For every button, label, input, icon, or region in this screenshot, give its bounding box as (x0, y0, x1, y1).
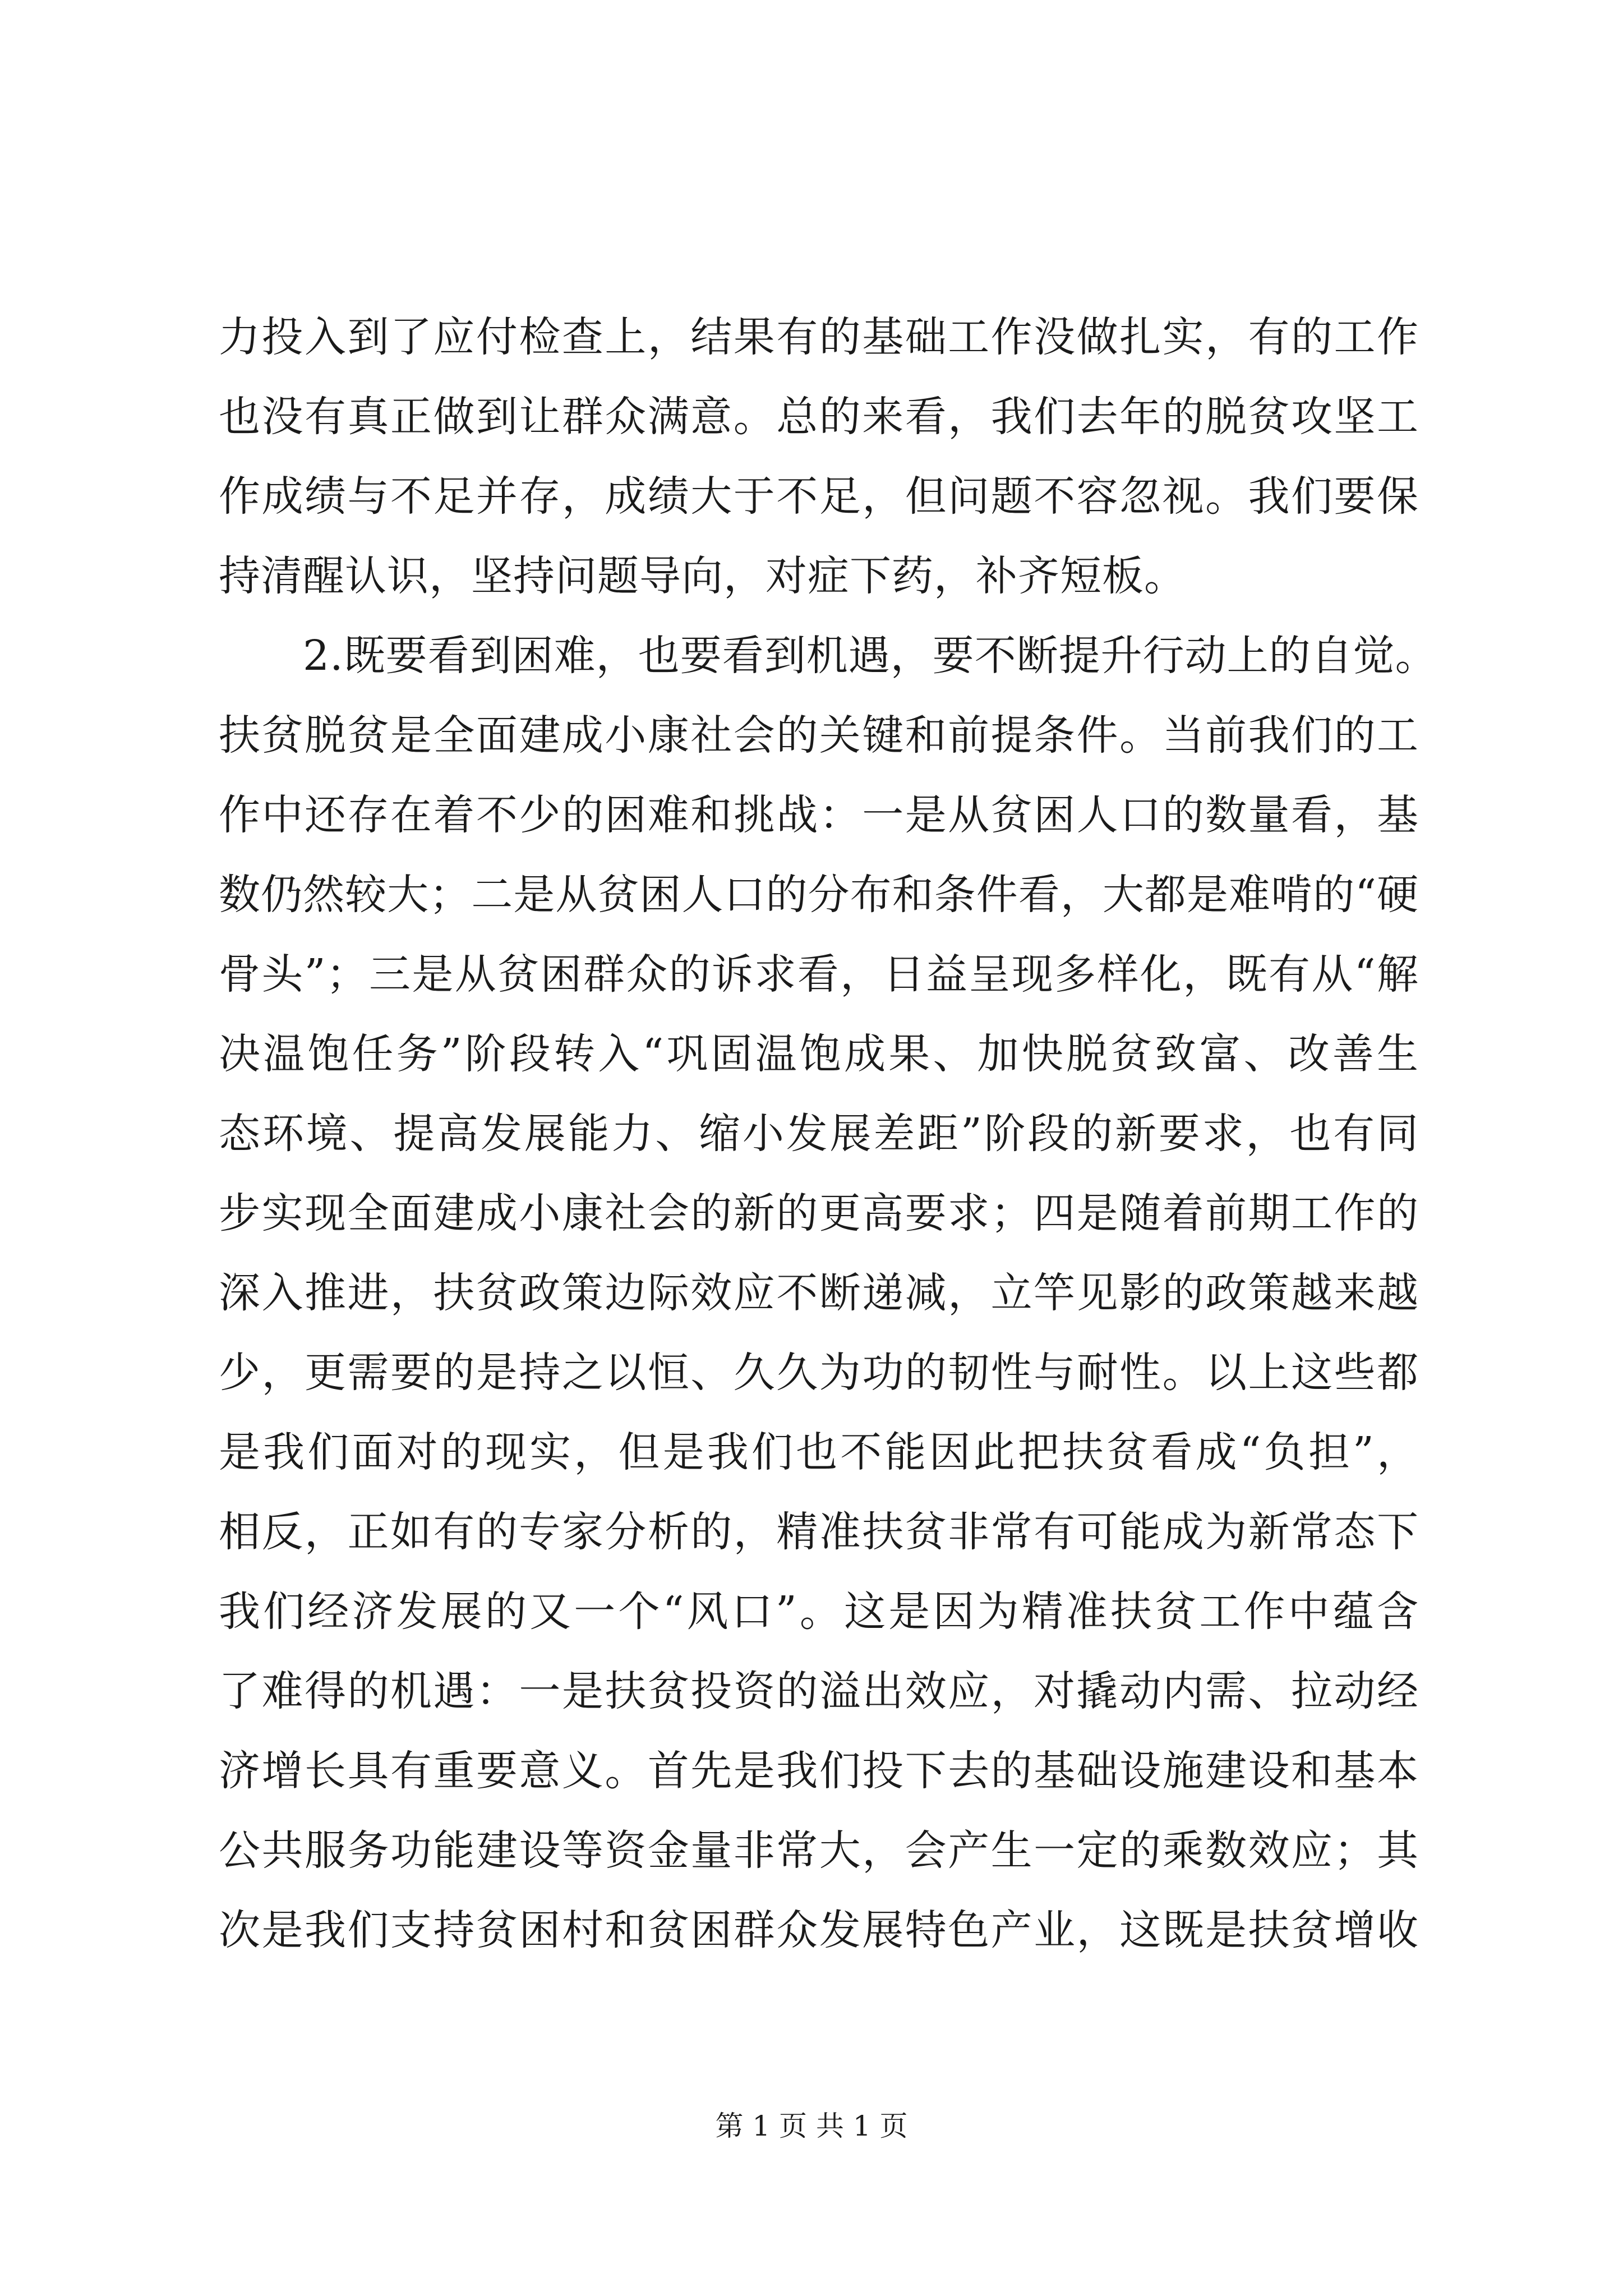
body-text (219, 297, 1437, 1970)
text-line-18: 了难得的机遇：一是扶贫投资的溢出效应，对撬动内需、拉动经 (219, 1667, 1419, 1715)
text-line-8: 数仍然较大；二是从贫困人口的分布和条件看，大都是难啃的“硬 (219, 871, 1419, 919)
text-line-19: 济增长具有重要意义。首先是我们投下去的基础设施建设和基本 (219, 1747, 1419, 1795)
text-line-20: 公共服务功能建设等资金量非常大，会产生一定的乘数效应；其 (219, 1826, 1419, 1875)
text-line-6: 扶贫脱贫是全面建成小康社会的关键和前提条件。当前我们的工 (219, 711, 1419, 760)
text-line-1: 力投入到了应付检查上，结果有的基础工作没做扎实，有的工作 (219, 313, 1419, 361)
text-line-4: 持清醒认识，坚持问题导向，对症下药，补齐短板。 (219, 552, 1186, 600)
text-line-3: 作成绩与不足并存，成绩大于不足，但问题不容忽视。我们要保 (219, 472, 1419, 521)
text-line-9: 骨头”；三是从贫困群众的诉求看，日益呈现多样化，既有从“解 (219, 950, 1419, 999)
text-line-21: 次是我们支持贫困村和贫困群众发展特色产业，这既是扶贫增收 (219, 1906, 1419, 1954)
text-line-15: 是我们面对的现实，但是我们也不能因此把扶贫看成“负担”， (219, 1428, 1419, 1476)
text-line-16: 相反，正如有的专家分析的，精准扶贫非常有可能成为新常态下 (219, 1508, 1419, 1556)
text-line-7: 作中还存在着不少的困难和挑战：一是从贫困人口的数量看，基 (219, 791, 1419, 839)
text-line-11: 态环境、提高发展能力、缩小发展差距”阶段的新要求，也有同 (219, 1110, 1419, 1158)
page-number-label: 第 1 页 共 1 页 (715, 2110, 908, 2142)
text-line-14: 少，更需要的是持之以恒、久久为功的韧性与耐性。以上这些都 (219, 1349, 1419, 1397)
text-line-12: 步实现全面建成小康社会的新的更高要求；四是随着前期工作的 (219, 1189, 1419, 1237)
page-footer (0, 2106, 1623, 2146)
text-line-17: 我们经济发展的又一个“风口”。这是因为精准扶贫工作中蕴含 (219, 1588, 1419, 1636)
text-line-2: 也没有真正做到让群众满意。总的来看，我们去年的脱贫攻坚工 (219, 393, 1419, 441)
text-line-10: 决温饱任务”阶段转入“巩固温饱成果、加快脱贫致富、改善生 (219, 1030, 1419, 1078)
text-line-5: 2.既要看到困难，也要看到机遇，要不断提升行动上的自觉。 (303, 632, 1437, 680)
text-line-13: 深入推进，扶贫政策边际效应不断递减，立竿见影的政策越来越 (219, 1269, 1419, 1317)
